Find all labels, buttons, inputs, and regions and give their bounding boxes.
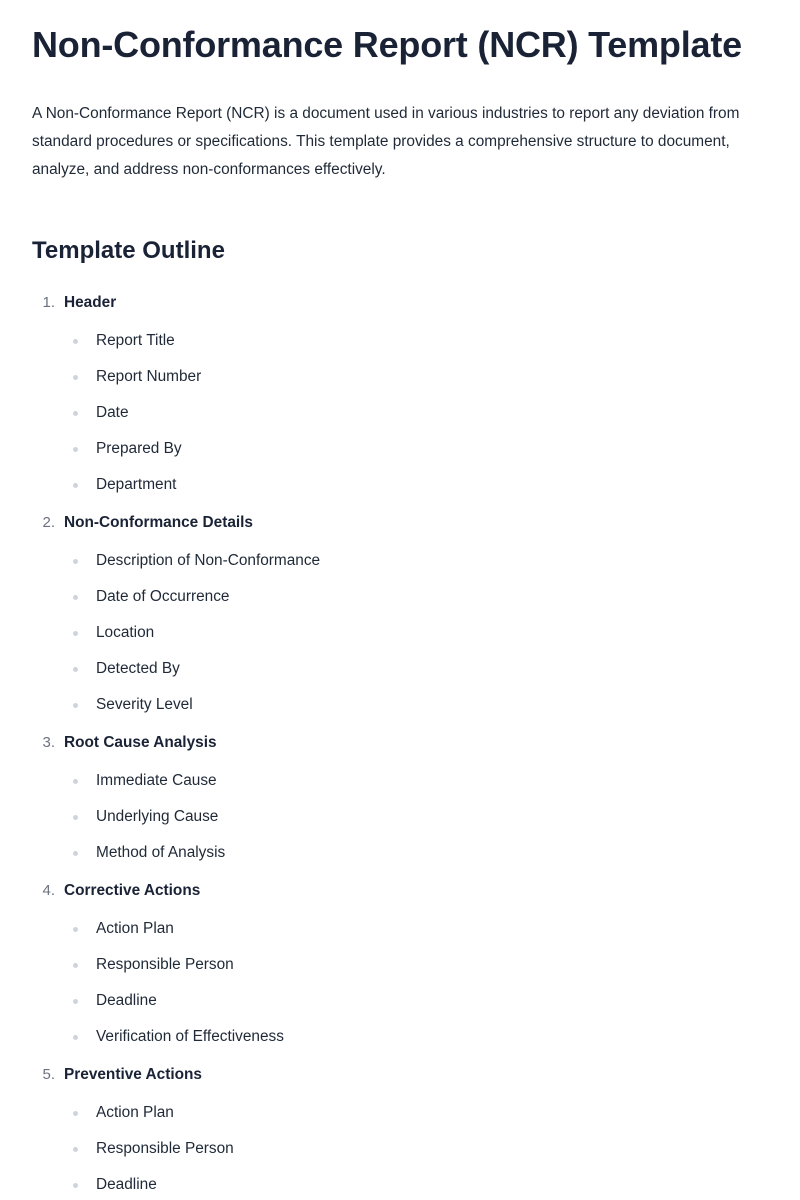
bullet-icon [32,583,96,611]
list-item [32,363,768,391]
list-item [32,767,768,795]
section-header [32,1061,768,1089]
list-item [32,987,768,1015]
list-item-text: Description of Non-Conformance [96,552,321,569]
section-title: Header [64,294,117,311]
list-item-text: Immediate Cause [96,772,217,789]
section-item-list [32,327,768,499]
list-item [32,619,768,647]
list-item-text: Action Plan [96,920,174,937]
bullet-icon [32,951,96,979]
list-item [32,583,768,611]
list-item [32,1099,768,1127]
bullet-icon [32,1099,96,1127]
bullet-icon [32,399,96,427]
list-item [32,471,768,499]
bullet-icon [32,691,96,719]
list-item [32,951,768,979]
bullet-icon [32,1023,96,1051]
section-title: Root Cause Analysis [64,734,217,751]
section-title: Non-Conformance Details [64,514,253,531]
outline-section [32,729,768,867]
list-item-text: Date of Occurrence [96,588,230,605]
bullet-icon [32,915,96,943]
list-item [32,399,768,427]
bullet-icon [32,1171,96,1199]
list-item [32,1171,768,1199]
section-number: 1. [42,294,55,311]
list-item-text: Deadline [96,992,157,1009]
list-item [32,839,768,867]
list-item-text: Date [96,404,129,421]
outline-list [32,289,768,1199]
list-item [32,803,768,831]
list-item-text: Responsible Person [96,1140,234,1157]
outline-section [32,1061,768,1199]
outline-section [32,289,768,499]
list-item [32,435,768,463]
list-item-text: Verification of Effectiveness [96,1028,284,1045]
bullet-icon [32,435,96,463]
bullet-icon [32,1135,96,1163]
outline-section [32,877,768,1051]
list-item-text: Underlying Cause [96,808,219,825]
bullet-icon [32,987,96,1015]
section-header [32,877,768,905]
list-item-text: Location [96,624,155,641]
section-item-list [32,547,768,719]
list-item [32,327,768,355]
outline-heading: Template Outline [32,237,225,264]
bullet-icon [32,803,96,831]
bullet-icon [32,839,96,867]
section-number: 3. [42,734,55,751]
list-item-text: Action Plan [96,1104,174,1121]
bullet-icon [32,547,96,575]
section-title: Corrective Actions [64,882,201,899]
section-item-list [32,767,768,867]
list-item-text: Detected By [96,660,180,677]
bullet-icon [32,655,96,683]
section-number: 5. [42,1066,55,1083]
list-item [32,655,768,683]
section-number: 2. [42,514,55,531]
list-item [32,547,768,575]
list-item-text: Responsible Person [96,956,234,973]
list-item [32,915,768,943]
list-item-text: Deadline [96,1176,157,1193]
outline-section [32,509,768,719]
bullet-icon [32,327,96,355]
list-item-text: Department [96,476,177,493]
section-header [32,729,768,757]
bullet-icon [32,471,96,499]
section-number: 4. [42,882,55,899]
section-header [32,289,768,317]
page-title: Non-Conformance Report (NCR) Template [32,24,742,65]
list-item-text: Method of Analysis [96,844,226,861]
section-header [32,509,768,537]
list-item-text: Prepared By [96,440,182,457]
list-item-text: Severity Level [96,696,193,713]
section-item-list [32,915,768,1051]
bullet-icon [32,767,96,795]
bullet-icon [32,363,96,391]
list-item-text: Report Number [96,368,202,385]
list-item [32,1135,768,1163]
section-item-list [32,1099,768,1199]
list-item [32,691,768,719]
intro-paragraph: A Non-Conformance Report (NCR) is a document used in various industries to report any deviation from standard procedures or specifications. This template provides a comprehensive structure to document, analyze, and address non-conformances effectively. [32,105,740,178]
section-title: Preventive Actions [64,1066,202,1083]
bullet-icon [32,619,96,647]
list-item [32,1023,768,1051]
list-item-text: Report Title [96,332,175,349]
